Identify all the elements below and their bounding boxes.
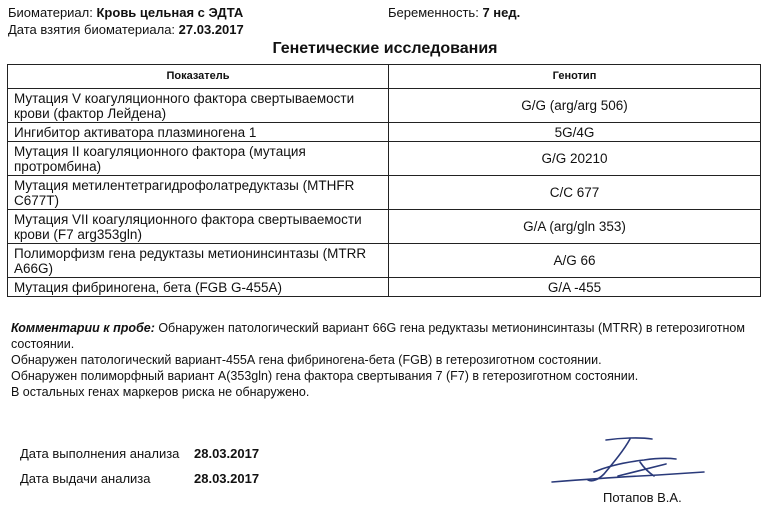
- table-row: [8, 176, 761, 210]
- biomaterial-value: Кровь цельная с ЭДТА: [96, 5, 244, 20]
- comment-line: Обнаружен полиморфный вариант A(353gln) гена фактора свертывания 7 (F7) в гетерозиготном состоянии.: [11, 369, 639, 383]
- completed-date-line: [20, 446, 260, 461]
- table-row: [8, 210, 761, 244]
- completed-date-label: Дата выполнения анализа: [20, 446, 180, 461]
- issued-date-value: 28.03.2017: [194, 471, 260, 486]
- genotype-cell: 5G/4G: [389, 123, 761, 142]
- date-taken-label: Дата взятия биоматериала:: [8, 22, 176, 37]
- indicator-cell: Мутация метилентетрагидрофолатредуктазы (MTHFR C677T): [8, 176, 389, 210]
- issued-date-line: [20, 471, 260, 486]
- genotype-cell: G/G 20210: [389, 142, 761, 176]
- table-row: [8, 123, 761, 142]
- genotype-cell: C/C 677: [389, 176, 761, 210]
- completed-date-value: 28.03.2017: [194, 446, 260, 461]
- indicator-cell: Ингибитор активатора плазминогена 1: [8, 123, 389, 142]
- handwritten-signature: [548, 432, 708, 490]
- indicator-cell: Мутация V коагуляционного фактора свертываемости крови (фактор Лейдена): [8, 89, 389, 123]
- table-row: [8, 244, 761, 278]
- indicator-cell: Мутация VII коагуляционного фактора свертываемости крови (F7 arg353gln): [8, 210, 389, 244]
- genotype-cell: A/G 66: [389, 244, 761, 278]
- date-taken-value: 27.03.2017: [178, 22, 244, 37]
- genotype-cell: G/A (arg/gln 353): [389, 210, 761, 244]
- date-taken-line: [8, 22, 244, 37]
- column-header-indicator: Показатель: [8, 65, 389, 89]
- comment-line: Обнаружен патологический вариант-455А гена фибриногена-бета (FGB) в гетерозиготном состоянии.: [11, 353, 602, 367]
- biomaterial-line: [8, 5, 243, 20]
- comment-text: Обнаружен патологический вариант 66G гена редуктазы метионинсинтазы (MTRR) в гетерозиготном состоянии.: [11, 321, 745, 351]
- table-row: [8, 89, 761, 123]
- pregnancy-value: 7 нед.: [482, 5, 521, 20]
- indicator-cell: Мутация II коагуляционного фактора (мутация протромбина): [8, 142, 389, 176]
- pregnancy-label: Беременность:: [388, 5, 479, 20]
- table-header-row: [8, 65, 761, 89]
- genotype-cell: G/A -455: [389, 278, 761, 297]
- comments-label: Комментарии к пробе:: [11, 321, 155, 335]
- comment-line: В остальных генах маркеров риска не обнаружено.: [11, 385, 310, 399]
- issued-date-label: Дата выдачи анализа: [20, 471, 151, 486]
- comments-block: [11, 320, 756, 400]
- section-title: Генетические исследования: [272, 40, 498, 57]
- column-header-genotype: Генотип: [389, 65, 761, 89]
- indicator-cell: Полиморфизм гена редуктазы метионинсинтазы (MTRR A66G): [8, 244, 389, 278]
- comment-line: [11, 320, 756, 352]
- genotype-cell: G/G (arg/arg 506): [389, 89, 761, 123]
- table-row: [8, 278, 761, 297]
- biomaterial-label: Биоматериал:: [8, 5, 93, 20]
- indicator-cell: Мутация фибриногена, бета (FGB G-455A): [8, 278, 389, 297]
- genetic-results-table: [7, 64, 761, 297]
- table-row: [8, 142, 761, 176]
- signer-name: Потапов В.А.: [603, 490, 682, 505]
- pregnancy-line: [388, 5, 520, 20]
